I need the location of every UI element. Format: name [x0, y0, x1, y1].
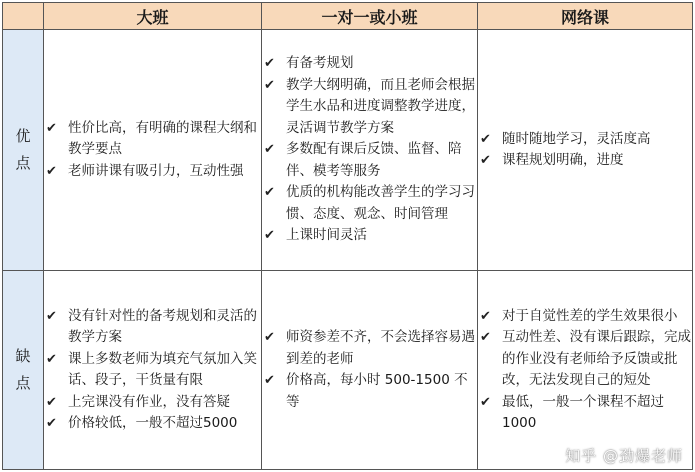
list-item — [478, 150, 692, 172]
list-item-text: 性价比高，有明确的课程大纲和教学要点 — [68, 119, 257, 158]
list-item-text: 对于自觉性差的学生效果很小 — [502, 307, 678, 324]
list-item — [478, 392, 692, 435]
list-item-text: 上课时间灵活 — [286, 227, 367, 244]
checkmark-icon: ✔ — [46, 416, 57, 431]
list-item — [44, 413, 261, 435]
checkmark-icon: ✔ — [46, 308, 57, 324]
checkmark-icon: ✔ — [264, 373, 275, 388]
checkmark-icon: ✔ — [46, 394, 57, 410]
check-list — [44, 118, 261, 183]
cell-advantages-large-class — [44, 30, 262, 271]
row-label-char: 优 — [15, 127, 31, 145]
check-list — [262, 327, 477, 413]
cell-disadvantages-large-class — [44, 271, 262, 470]
list-item-text: 最低，一般一个课程不超过1000 — [502, 393, 664, 431]
checkmark-icon: ✔ — [264, 142, 275, 158]
checkmark-icon: ✔ — [46, 163, 57, 179]
list-item — [44, 349, 261, 392]
checkmark-icon: ✔ — [480, 394, 491, 410]
check-list — [478, 129, 692, 172]
checkmark-icon: ✔ — [480, 308, 491, 324]
list-item-text: 没有针对性的备考规划和灵活的教学方案 — [68, 307, 257, 345]
row-label-disadvantages — [3, 271, 44, 470]
list-item — [44, 306, 261, 349]
list-item — [262, 327, 477, 370]
list-item — [262, 370, 477, 413]
row-disadvantages — [3, 271, 693, 470]
header-online-course: 网络课 — [478, 3, 693, 30]
list-item-text: 价格高，每小时 500-1500 不等 — [286, 372, 468, 410]
cell-advantages-online-course — [478, 30, 693, 271]
list-item-text: 教学大纲明确，而且老师会根据学生水品和进度调整教学进度，灵活调节教学方案 — [286, 76, 475, 136]
list-item — [262, 182, 477, 225]
list-item-text: 课上多数老师为填充气氛加入笑话、段子，干货量有限 — [68, 350, 257, 388]
checkmark-icon: ✔ — [264, 77, 275, 93]
cell-advantages-one-on-one — [262, 30, 478, 271]
list-item-text: 上完课没有作业，没有答疑 — [68, 393, 230, 410]
check-list — [478, 306, 692, 435]
list-item — [262, 53, 477, 75]
cell-disadvantages-online-course — [478, 271, 693, 470]
checkmark-icon: ✔ — [264, 56, 275, 72]
check-list — [262, 53, 477, 247]
comparison-table — [2, 2, 693, 470]
list-item — [478, 306, 692, 328]
list-item — [44, 392, 261, 414]
list-item — [478, 129, 692, 151]
checkmark-icon: ✔ — [480, 330, 491, 345]
list-item-text: 多数配有课后反馈、监督、陪伴、模考等服务 — [286, 141, 462, 179]
checkmark-icon: ✔ — [46, 120, 57, 136]
list-item-text: 老师讲课有吸引力，互动性强 — [68, 162, 244, 179]
checkmark-icon: ✔ — [480, 153, 491, 168]
row-label-advantages — [3, 30, 44, 271]
list-item-text: 价格较低，一般不超过5000 — [68, 415, 238, 431]
list-item-text: 课程规划明确，进度 — [502, 152, 624, 168]
list-item — [262, 225, 477, 247]
list-item — [478, 327, 692, 392]
check-list — [44, 306, 261, 435]
list-item — [44, 161, 261, 183]
header-row — [3, 3, 693, 30]
checkmark-icon: ✔ — [46, 351, 57, 367]
cell-disadvantages-one-on-one — [262, 271, 478, 470]
list-item — [262, 75, 477, 140]
row-label-char: 点 — [15, 154, 31, 172]
header-large-class: 大班 — [44, 3, 262, 30]
watermark: 知乎 @劲爆老师 — [565, 447, 683, 465]
list-item — [262, 139, 477, 182]
header-one-on-one: 一对一或小班 — [262, 3, 478, 30]
list-item-text: 有备考规划 — [286, 55, 354, 72]
list-item-text: 师资参差不齐，不会选择容易遇到差的老师 — [286, 329, 475, 367]
row-advantages — [3, 30, 693, 271]
row-label-char: 缺 — [15, 347, 31, 365]
checkmark-icon: ✔ — [480, 131, 491, 147]
checkmark-icon: ✔ — [264, 330, 275, 345]
row-label-char: 点 — [15, 374, 31, 392]
header-corner — [3, 3, 44, 30]
list-item — [44, 118, 261, 161]
checkmark-icon: ✔ — [264, 185, 275, 201]
checkmark-icon: ✔ — [264, 228, 275, 244]
list-item-text: 互动性差、没有课后跟踪，完成的作业没有老师给予反馈或批改，无法发现自己的短处 — [502, 329, 691, 388]
list-item-text: 优质的机构能改善学生的学习习惯、态度、观念、时间管理 — [286, 184, 475, 222]
list-item-text: 随时随地学习，灵活度高 — [502, 130, 651, 147]
